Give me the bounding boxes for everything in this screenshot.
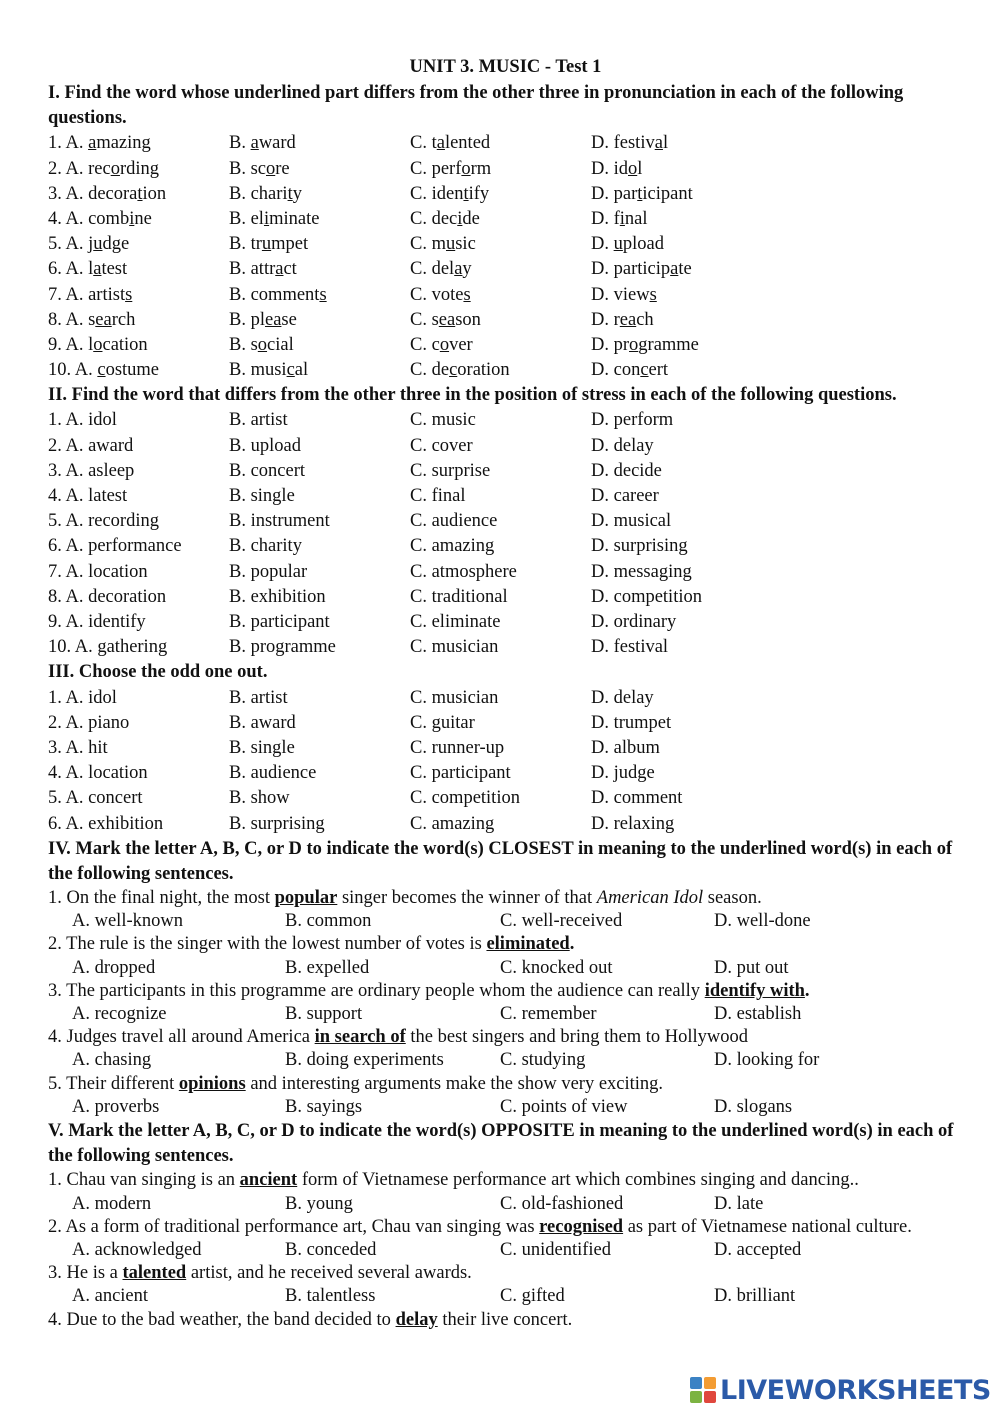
underlined-part: c (286, 360, 295, 381)
underlined-part: t (463, 183, 469, 204)
answer-options (48, 957, 963, 980)
option-d: D. delay (591, 687, 654, 708)
underlined-part: t (287, 183, 293, 204)
option-d: D. programme (591, 334, 699, 355)
underlined-keyword: delay (395, 1309, 438, 1330)
option-c: C. amazing (410, 536, 495, 557)
underlined-part: i (619, 208, 625, 229)
question-list (48, 887, 963, 1119)
underlined-part: i (263, 208, 270, 229)
section-closest-meaning (48, 837, 963, 1119)
option-a: A. acknowledged (72, 1240, 202, 1261)
question-row (48, 157, 963, 182)
option-b: B. eliminate (229, 208, 320, 229)
option-b: B. common (285, 911, 372, 932)
option-a: 5. A. judge (48, 234, 130, 255)
option-c: C. gifted (500, 1286, 565, 1307)
option-c: C. old-fashioned (500, 1193, 624, 1214)
underlined-part: a (454, 259, 463, 280)
option-a: 3. A. hit (48, 737, 108, 758)
option-c: C. remember (500, 1004, 597, 1025)
option-d: D. festival (591, 637, 669, 658)
option-d: D. trumpet (591, 712, 672, 733)
section-heading: I. Find the word whose underlined part differs from the other three in pronunciation in each of the following questions. (48, 83, 904, 129)
option-a: 6. A. performance (48, 536, 182, 557)
underlined-part: o (266, 158, 276, 179)
question-sentence: 3. He is a talented artist, and he received several awards. (48, 1263, 472, 1284)
option-a: 3. A. decoration (48, 183, 167, 204)
question-row (48, 711, 963, 736)
option-c: C. music (410, 410, 476, 431)
option-a: A. proverbs (72, 1096, 160, 1117)
option-a: 1. A. idol (48, 687, 117, 708)
option-c: C. atmosphere (410, 561, 517, 582)
underlined-part: a (654, 133, 663, 154)
underlined-keyword: in search of (314, 1027, 406, 1048)
answer-options (48, 1285, 963, 1308)
question-row (48, 459, 963, 484)
option-b: B. award (229, 133, 296, 154)
question-sentence: 3. The participants in this programme are ordinary people whom the audience can really identify with. (48, 980, 810, 1001)
option-b: B. exhibition (229, 586, 326, 607)
question-row (48, 534, 963, 559)
logo-icon (690, 1377, 716, 1403)
section-heading: V. Mark the letter A, B, C, or D to indicate the word(s) OPPOSITE in meaning to the underlined word(s) in each of the following sentences. (48, 1121, 954, 1167)
underlined-part: o (628, 158, 638, 179)
question-row (48, 484, 963, 509)
answer-options (48, 1049, 963, 1072)
question-row (48, 560, 963, 585)
underlined-part: a (275, 259, 284, 280)
option-c: C. season (410, 309, 481, 330)
option-c: C. cover (410, 435, 473, 456)
option-d: D. participant (591, 183, 693, 204)
underlined-part: t (637, 183, 643, 204)
option-d: D. put out (714, 957, 789, 978)
liveworksheets-logo (690, 1372, 991, 1408)
question-row (48, 686, 963, 711)
option-a: 2. A. recording (48, 158, 159, 179)
underlined-part: o (257, 334, 268, 355)
option-d: D. participate (591, 259, 692, 280)
question-sentence: 4. Judges travel all around America in search of the best singers and bring them to Hollywood (48, 1027, 748, 1048)
question-sentence: 1. Chau van singing is an ancient form of Vietnamese performance art which combines singing and dancing.. (48, 1170, 859, 1191)
answer-options (48, 1193, 963, 1216)
answer-options (48, 910, 963, 933)
option-d: D. upload (591, 234, 664, 255)
option-a: A. well-known (72, 911, 183, 932)
underlined-keyword: ancient (239, 1170, 298, 1191)
option-b: B. conceded (285, 1240, 377, 1261)
option-a: A. recognize (72, 1004, 167, 1025)
underlined-part: o (461, 158, 471, 179)
option-b: B. single (229, 486, 295, 507)
option-c: C. surprise (410, 460, 491, 481)
question-row (48, 761, 963, 786)
option-d: D. delay (591, 435, 654, 456)
option-c: C. musician (410, 687, 499, 708)
option-a: 3. A. asleep (48, 460, 135, 481)
option-c: C. musician (410, 637, 499, 658)
option-c: C. amazing (410, 813, 495, 834)
option-c: C. unidentified (500, 1240, 611, 1261)
underlined-part: ea (438, 309, 456, 330)
option-a: 7. A. artists (48, 284, 133, 305)
option-d: D. comment (591, 788, 683, 809)
option-a: 8. A. search (48, 309, 136, 330)
option-b: B. award (229, 712, 296, 733)
option-a: 8. A. decoration (48, 586, 167, 607)
underlined-keyword: eliminated (486, 934, 570, 955)
option-b: B. instrument (229, 511, 330, 532)
option-c: C. decoration (410, 360, 510, 381)
logo-square-red (704, 1391, 716, 1403)
option-c: C. studying (500, 1050, 586, 1071)
option-b: B. talentless (285, 1286, 376, 1307)
option-d: D. idol (591, 158, 643, 179)
underlined-part: c (449, 360, 458, 381)
question-sentence: 2. As a form of traditional performance art, Chau van singing was recognised as part of Vietnamese national culture. (48, 1216, 912, 1237)
option-a: A. ancient (72, 1286, 149, 1307)
underlined-part: t (137, 183, 143, 204)
option-d: D. surprising (591, 536, 688, 557)
option-a: 1. A. idol (48, 410, 117, 431)
question-row (48, 408, 963, 433)
underlined-part: a (436, 133, 445, 154)
question-sentence: 1. On the final night, the most popular singer becomes the winner of that American Idol season. (48, 888, 762, 909)
answer-options (48, 1239, 963, 1262)
option-c: C. identify (410, 183, 490, 204)
underlined-part: o (93, 334, 103, 355)
section-heading: II. Find the word that differs from the other three in the position of stress in each of the following questions. (48, 385, 897, 406)
underlined-keyword: opinions (178, 1073, 246, 1094)
underlined-part: s (319, 284, 327, 305)
option-b: B. young (285, 1193, 353, 1214)
answer-options (48, 1096, 963, 1119)
sentence-end: . (569, 934, 575, 955)
option-d: D. perform (591, 410, 674, 431)
underlined-part: c (97, 360, 106, 381)
option-c: C. eliminate (410, 611, 501, 632)
option-b: B. trumpet (229, 234, 309, 255)
question-row (48, 786, 963, 811)
question-row (48, 131, 963, 156)
option-b: B. programme (229, 637, 336, 658)
underlined-keyword: identify with (704, 980, 805, 1001)
option-c: C. traditional (410, 586, 508, 607)
logo-square-orange (704, 1377, 716, 1389)
question-row (48, 358, 963, 383)
question-row (48, 308, 963, 333)
underlined-part: u (261, 234, 272, 255)
option-c: C. votes (410, 284, 471, 305)
option-a: 5. A. recording (48, 511, 159, 532)
underlined-part: u (613, 234, 623, 255)
option-c: C. guitar (410, 712, 475, 733)
underlined-part: i (129, 208, 135, 229)
option-b: B. expelled (285, 957, 370, 978)
underlined-part: a (88, 133, 97, 154)
option-b: B. audience (229, 763, 317, 784)
option-b: B. support (285, 1004, 363, 1025)
option-a: 2. A. award (48, 435, 134, 456)
underlined-part: o (629, 334, 639, 355)
option-b: B. surprising (229, 813, 325, 834)
section-stress (48, 383, 963, 660)
option-c: C. perform (410, 158, 492, 179)
option-a: 6. A. exhibition (48, 813, 164, 834)
underlined-part: u (445, 234, 456, 255)
option-d: D. slogans (714, 1096, 793, 1117)
option-d: D. accepted (714, 1240, 802, 1261)
option-a: A. chasing (72, 1050, 152, 1071)
option-b: B. participant (229, 611, 330, 632)
option-a: 7. A. location (48, 561, 148, 582)
option-d: D. musical (591, 511, 672, 532)
option-c: C. music (410, 234, 476, 255)
option-a: 6. A. latest (48, 259, 128, 280)
option-d: D. looking for (714, 1050, 820, 1071)
option-c: C. points of view (500, 1096, 628, 1117)
option-d: D. album (591, 737, 660, 758)
option-b: B. attract (229, 259, 297, 280)
question-sentence: 2. The rule is the singer with the lowest number of votes is eliminated. (48, 934, 575, 955)
logo-text: LIVEWORKSHEETS (720, 1374, 991, 1406)
question-list (48, 408, 963, 660)
page-title: UNIT 3. MUSIC - Test 1 (409, 57, 602, 77)
question-row (48, 257, 963, 282)
option-c: C. participant (410, 763, 511, 784)
option-a: 9. A. identify (48, 611, 146, 632)
option-a: 2. A. piano (48, 712, 130, 733)
question-row (48, 333, 963, 358)
underlined-part: s (463, 284, 471, 305)
option-d: D. views (591, 284, 657, 305)
option-c: C. competition (410, 788, 520, 809)
question-row (48, 232, 963, 257)
underlined-part: s (125, 284, 133, 305)
section-heading: III. Choose the odd one out. (48, 662, 268, 683)
option-a: A. modern (72, 1193, 152, 1214)
section-opposite-meaning (48, 1119, 963, 1332)
option-d: D. establish (714, 1004, 802, 1025)
option-b: B. artist (229, 410, 288, 431)
option-d: D. festival (591, 133, 669, 154)
question-sentence: 4. Due to the bad weather, the band decided to delay their live concert. (48, 1309, 573, 1330)
question-row (48, 736, 963, 761)
answer-options (48, 1003, 963, 1026)
sentence-end: . (804, 980, 810, 1001)
underlined-part: a (93, 259, 102, 280)
underlined-part: u (93, 234, 103, 255)
option-c: C. runner-up (410, 737, 505, 758)
option-d: D. final (591, 208, 648, 229)
question-row (48, 610, 963, 635)
underlined-part: ea (95, 309, 112, 330)
option-b: B. social (229, 334, 294, 355)
option-b: B. artist (229, 687, 288, 708)
option-b: B. popular (229, 561, 308, 582)
option-d: D. career (591, 486, 659, 507)
logo-square-green (690, 1391, 702, 1403)
option-c: C. cover (410, 334, 473, 355)
option-d: D. messaging (591, 561, 692, 582)
question-row (48, 812, 963, 837)
option-c: C. audience (410, 511, 498, 532)
section-heading: IV. Mark the letter A, B, C, or D to indicate the word(s) CLOSEST in meaning to the underlined word(s) in each of the following sentences. (48, 838, 953, 884)
option-d: D. ordinary (591, 611, 677, 632)
question-row (48, 509, 963, 534)
underlined-keyword: popular (274, 888, 338, 909)
underlined-part: ea (619, 309, 637, 330)
underlined-part: s (649, 284, 657, 305)
option-b: B. score (229, 158, 290, 179)
option-b: B. concert (229, 460, 306, 481)
option-b: B. doing experiments (285, 1050, 444, 1071)
option-b: B. show (229, 788, 290, 809)
option-c: C. talented (410, 133, 491, 154)
option-a: 1. A. amazing (48, 133, 151, 154)
underlined-part: ea (264, 309, 282, 330)
option-d: D. judge (591, 763, 655, 784)
option-a: 4. A. location (48, 763, 148, 784)
option-b: B. sayings (285, 1096, 363, 1117)
question-row (48, 585, 963, 610)
option-d: D. late (714, 1193, 764, 1214)
option-c: C. delay (410, 259, 472, 280)
logo-square-blue (690, 1377, 702, 1389)
option-b: B. charity (229, 183, 302, 204)
underlined-part: o (110, 158, 120, 179)
option-d: D. concert (591, 360, 669, 381)
question-list (48, 686, 963, 837)
option-d: D. decide (591, 460, 662, 481)
underlined-keyword: talented (122, 1263, 187, 1284)
option-b: B. comments (229, 284, 327, 305)
option-a: 9. A. location (48, 334, 148, 355)
option-d: D. competition (591, 586, 702, 607)
underlined-part: a (250, 133, 259, 154)
option-d: D. well-done (714, 911, 811, 932)
option-c: C. well-received (500, 911, 623, 932)
option-a: A. dropped (72, 957, 156, 978)
option-a: 10. A. gathering (48, 637, 168, 658)
question-row (48, 182, 963, 207)
option-a: 5. A. concert (48, 788, 143, 809)
italic-title: American Idol (596, 888, 704, 909)
question-row (48, 434, 963, 459)
option-c: C. decide (410, 208, 480, 229)
option-b: B. musical (229, 360, 309, 381)
option-b: B. please (229, 309, 297, 330)
option-a: 4. A. latest (48, 486, 128, 507)
option-c: C. final (410, 486, 466, 507)
option-a: 10. A. costume (48, 360, 160, 381)
underlined-keyword: recognised (539, 1216, 624, 1237)
underlined-part: c (640, 360, 649, 381)
question-sentence: 5. Their different opinions and interesting arguments make the show very exciting. (48, 1073, 664, 1094)
option-d: D. relaxing (591, 813, 675, 834)
option-b: B. upload (229, 435, 301, 456)
option-d: D. reach (591, 309, 654, 330)
worksheet-page (48, 54, 963, 1332)
question-row (48, 283, 963, 308)
section-pronunciation (48, 81, 963, 383)
section-odd-one-out (48, 660, 963, 836)
option-b: B. single (229, 737, 295, 758)
question-row (48, 207, 963, 232)
underlined-part: a (670, 259, 679, 280)
option-d: D. brilliant (714, 1286, 796, 1307)
question-list (48, 131, 963, 383)
option-a: 4. A. combine (48, 208, 152, 229)
option-c: C. knocked out (500, 957, 613, 978)
underlined-part: o (439, 334, 450, 355)
underlined-part: i (457, 208, 463, 229)
option-b: B. charity (229, 536, 302, 557)
question-row (48, 635, 963, 660)
question-list (48, 1169, 963, 1331)
